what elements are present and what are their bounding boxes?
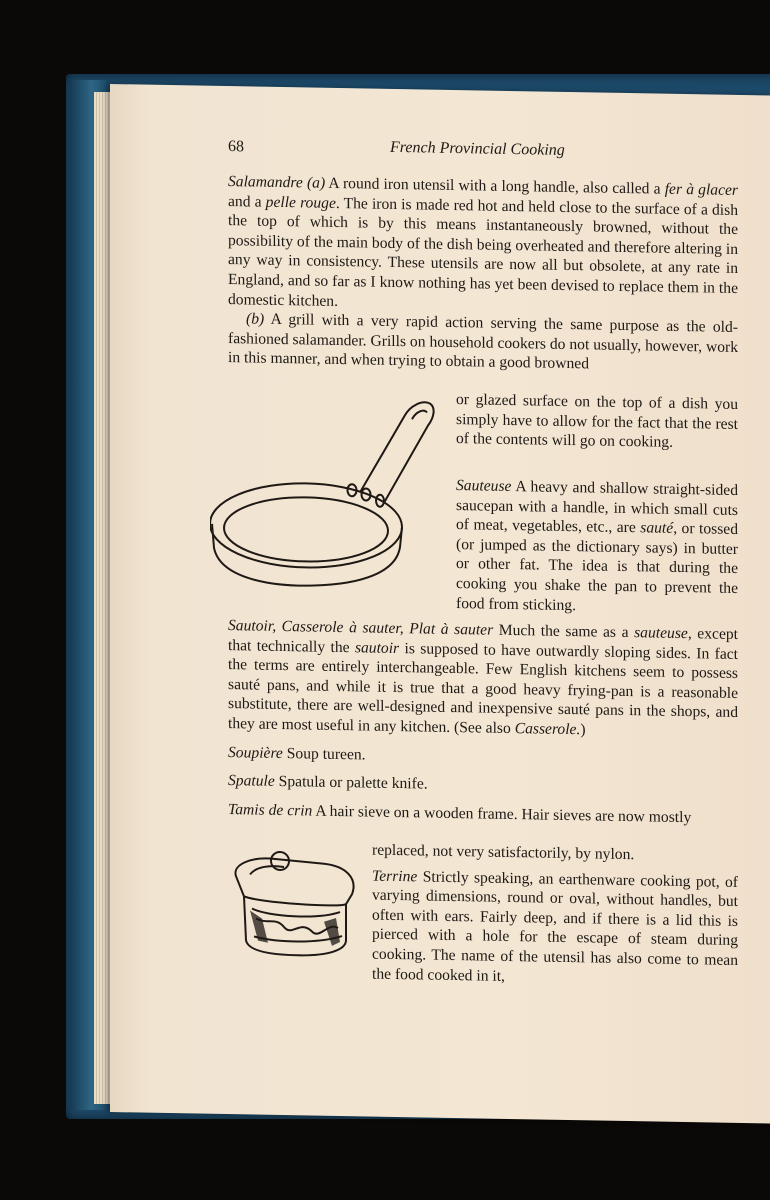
- entry-terrine: [372, 866, 738, 990]
- salamandre-part-b: [228, 309, 738, 377]
- page-header: [228, 138, 748, 171]
- entry-text: , except that technically the: [228, 625, 738, 656]
- entry-spatule: [228, 771, 738, 799]
- entry-tamis: [228, 800, 738, 828]
- entry-term: Sauteuse: [456, 477, 512, 496]
- entry-text: A grill with a very rapid action serving the same purpose as the old-fashioned salamander. Grills on household cookers do not usually, however, work in this manner, and when trying to obtain a good browned: [228, 310, 738, 373]
- sautoir-paragraph: [228, 616, 738, 742]
- entry-sautoir: [228, 616, 738, 828]
- tamis-continuation: replaced, not very satisfactorily, by nylon.: [372, 841, 635, 864]
- sauteuse-paragraph: [456, 476, 738, 618]
- entry-text: , or tossed (or jumped as the dictionary says) in butter or other fat. The idea is that during the cooking you shake the pan to prevent the food from sticking.: [456, 520, 738, 614]
- entry-text: ): [580, 721, 586, 739]
- entry-text: A round iron utensil with a long handle, also called a: [325, 174, 665, 198]
- entry-text: and a: [228, 192, 266, 211]
- cross-reference: sautoir: [354, 638, 400, 657]
- book-page: [110, 84, 770, 1124]
- part-label: (a): [306, 174, 326, 192]
- entry-soupiere: [228, 743, 738, 771]
- entry-text: or glazed surface on the top of a dish you simply have to allow for the fact that the rest of the contents will go on cooking.: [456, 391, 738, 452]
- entry-term: Terrine: [372, 867, 418, 885]
- entry-term: Soupière: [228, 743, 283, 762]
- alt-name: fer à glacer: [664, 180, 738, 199]
- entry-sauteuse: [456, 476, 738, 618]
- entry-text: Soup tureen.: [282, 744, 366, 764]
- entry-text: A heavy and shallow straight-sided saucepan with a handle, in which small cuts of meat, vegetables, etc., are: [456, 478, 738, 537]
- terrine-illustration: [228, 846, 358, 960]
- saute-word: sauté: [640, 519, 674, 538]
- part-label: (b): [246, 310, 265, 328]
- entry-term: Spatule: [228, 772, 275, 791]
- entry-terrine-block: [372, 841, 738, 991]
- entry-text: . The iron is made red hot and held close to the surface of a dish the top of which is by this means instantaneously browned, without the possibility of the main body of the dish being overheated and therefore altering in any way in consistency. These utensils are now all but obsolete, at any rate in England, and so far as I know nothing has yet been devised to replace them in the domestic kitchen.: [228, 194, 738, 310]
- entry-text: is supposed to have outwardly sloping sides. In fact the terms are entirely interchangeable. Few English kitchens seem to possess sauté pans, and while it is true that a good heavy frying-pan is a reasonable substitute, there are well-designed and inexpensive sauté pans in the shops, and they are most useful in any kitchen. (See also: [228, 639, 738, 738]
- salamandre-part-a: [228, 172, 738, 318]
- entry-text: Much the same as a: [493, 621, 635, 642]
- page-number: 68: [228, 138, 244, 156]
- entry-text: Spatula or palette knife.: [274, 773, 428, 793]
- entry-salamandre: [228, 172, 738, 377]
- entry-term: Tamis de crin: [228, 800, 313, 820]
- cross-reference: Casserole.: [514, 720, 581, 739]
- alt-name: pelle rouge: [265, 193, 336, 212]
- salamandre-continuation: [456, 390, 738, 454]
- entry-text: A hair sieve on a wooden frame. Hair sieves are now mostly: [312, 802, 692, 826]
- sauteuse-pan-illustration: [210, 372, 438, 590]
- running-title: French Provincial Cooking: [390, 138, 565, 159]
- entry-text: Strictly speaking, an earthenware cooking pot, of varying dimensions, round or oval, without handles, but often with ears. Fairly deep, and if there is a lid this is pierced with a hole for the escape of steam during cooking. The name of the utensil has also come to mean the food cooked in it,: [372, 867, 738, 985]
- entry-term: Salamandre: [228, 173, 303, 192]
- cross-reference: sauteuse: [634, 624, 688, 643]
- entry-term: Sautoir, Casserole à sauter, Plat à sauter: [228, 617, 494, 639]
